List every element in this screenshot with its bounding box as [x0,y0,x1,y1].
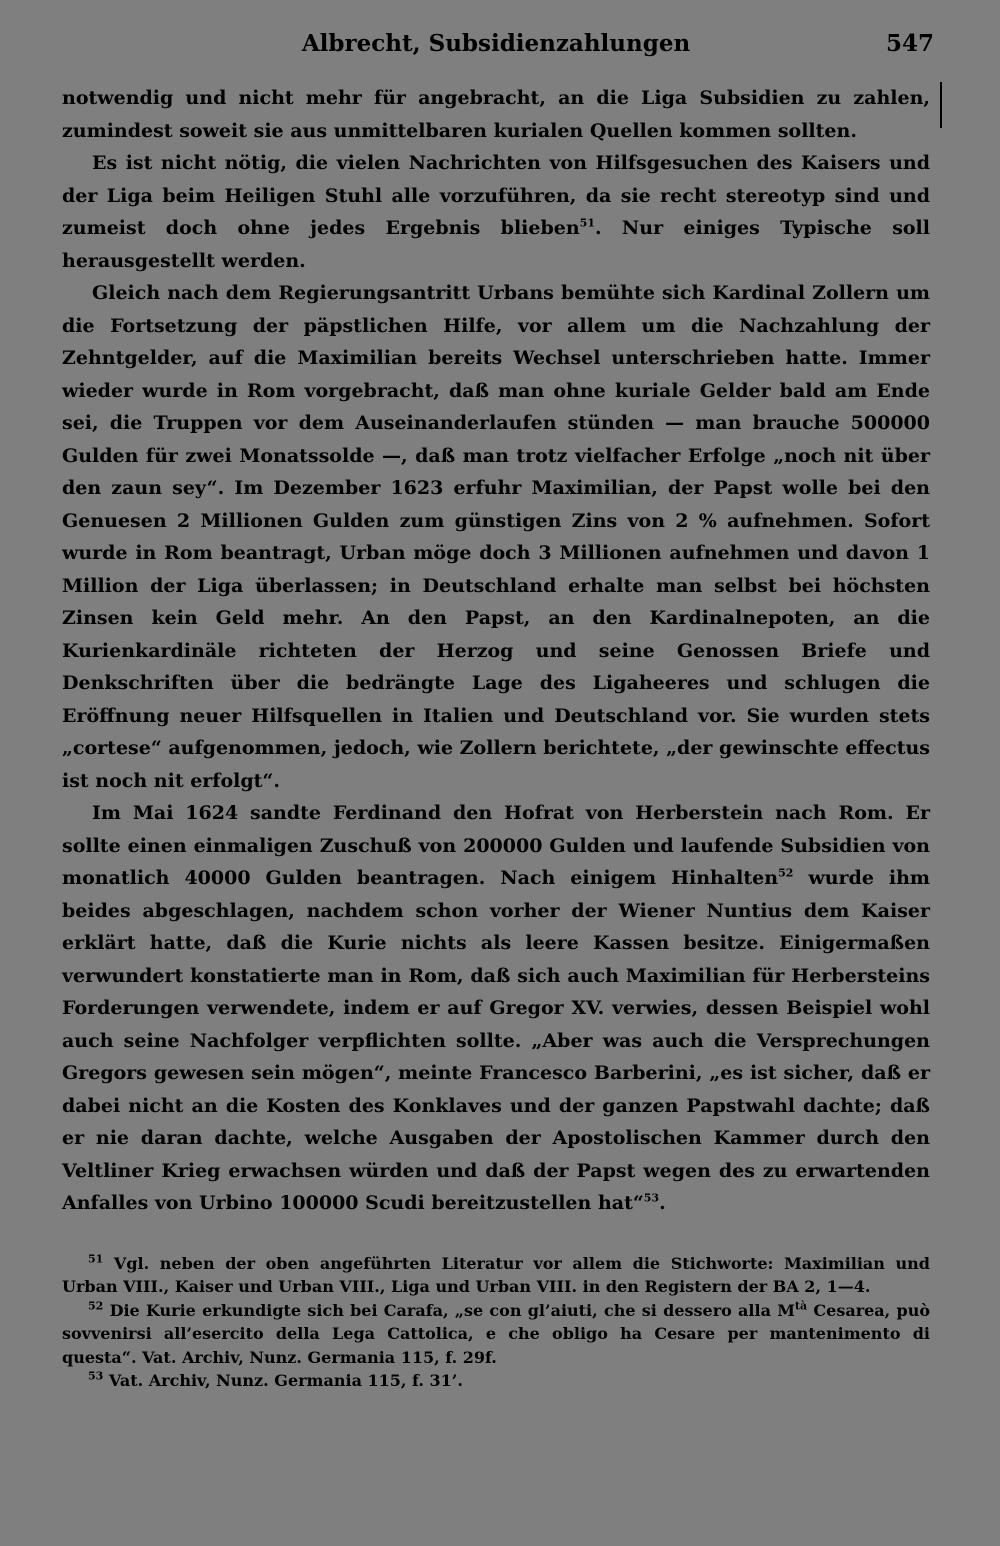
body-text [62,82,930,1220]
footnote-ref-53: 53 [643,1191,660,1205]
footnote-52 [62,1299,930,1370]
footnote-51 [62,1252,930,1299]
footnote-superscript: tà [794,1299,808,1313]
footnote-text: Die Kurie erkundigte sich bei Carafa, „se con gl’aiuti, che si dessero alla M [109,1300,795,1320]
page-number: 547 [885,30,934,57]
paragraph-2: Es ist nicht nötig, die vielen Nachrichten von Hilfsgesuchen des Kaisers und der Liga beim Heiligen Stuhl alle vorzuführen, da sie recht stereotyp sind und zumeist doch ohne jedes Ergebnis blieben$^{51}$. Nur einiges Typische soll herausgestellt werden. [62,152,930,272]
footnote-53 [62,1369,930,1393]
footnote-text-continued: Cesarea, può sovvenirsi all’esercito della Lega Cattolica, e che obligo ha Cesare per mantenimento di questa“. Vat. Archiv, Nunz. Germania 115, f. 29f. [62,1300,930,1367]
running-header [62,30,934,70]
footnote-number: 52 [88,1299,104,1313]
footnotes [62,1252,930,1393]
paragraph-4: Im Mai 1624 sandte Ferdinand den Hofrat von Herberstein nach Rom. Er sollte einen einmaligen Zuschuß von 200000 Gulden und laufende Subsidien von monatlich 40000 Gulden beantragen. Nach einigem Hinhalten$^{52}$ wurde ihm beides abgeschlagen, nachdem schon vorher der Wiener Nuntius dem Kaiser erklärt hatte, daß die Kurie nichts als leere Kassen besitze. Einigermaßen verwundert konstatierte man in Rom, daß sich auch Maximilian für Herbersteins Forderungen verwendete, indem er auf Gregor XV. verwies, dessen Beispiel wohl auch seine Nachfolger verpflichten sollte. „Aber was auch die Versprechungen Gregors gewesen sein mögen“, meinte Francesco Barberini, „es ist sicher, daß er dabei nicht an die Kosten des Konklaves und der ganzen Papstwahl dachte; daß er nie daran dachte, welche Ausgaben der Apostolischen Kammer durch den Veltliner Krieg erwachsen würden und daß der Papst wegen des zu erwartenden Anfalles von Urbino 100000 Scudi bereitzustellen hat“$^{53}$. [62,802,930,1214]
footnote-ref-52: 52 [778,866,794,880]
running-title: Albrecht, Subsidienzahlungen [301,30,691,57]
margin-mark [940,82,942,128]
paragraph-1: notwendig und nicht mehr für angebracht, an die Liga Subsidien zu zahlen, zumindest soweit sie aus unmittelbaren kurialen Quellen kommen sollten. [62,87,930,142]
footnote-number: 51 [88,1252,104,1266]
footnote-text: Vat. Archiv, Nunz. Germania 115, f. 31’. [108,1371,463,1390]
footnote-ref-51: 51 [579,216,595,230]
footnote-number: 53 [88,1369,104,1383]
paragraph-3: Gleich nach dem Regierungsantritt Urbans bemühte sich Kardinal Zollern um die Fortsetzung der päpstlichen Hilfe, vor allem um die Nachzahlung der Zehntgelder, auf die Maximilian bereits Wechsel unterschrieben hatte. Immer wieder wurde in Rom vorgebracht, daß man ohne kuriale Gelder bald am Ende sei, die Truppen vor dem Auseinanderlaufen stünden — man brauche 500000 Gulden für zwei Monatssolde —, daß man trotz vielfacher Erfolge „noch nit über den zaun sey“. Im Dezember 1623 erfuhr Maximilian, der Papst wolle bei den Genuesen 2 Millionen Gulden zum günstigen Zins von 2 % aufnehmen. Sofort wurde in Rom beantragt, Urban möge doch 3 Millionen aufnehmen und davon 1 Million der Liga überlassen; in Deutschland erhalte man selbst bei höchsten Zinsen kein Geld mehr. An den Papst, an den Kardinalnepoten, an die Kurienkardinäle richteten der Herzog und seine Genossen Briefe und Denkschriften über die bedrängte Lage des Ligaheeres und schlugen die Eröffnung neuer Hilfsquellen in Italien und Deutschland vor. Sie wurden stets „cortese“ aufgenommen, jedoch, wie Zollern berichtete, „der gewinschte effectus ist noch nit erfolgt“. [62,282,931,792]
footnote-text: Vgl. neben der oben angeführten Literatur vor allem die Stichworte: Maximilian und Urban VIII., Kaiser und Urban VIII., Liga und Urban VIII. in den Registern der BA 2, 1—4. [62,1253,930,1296]
